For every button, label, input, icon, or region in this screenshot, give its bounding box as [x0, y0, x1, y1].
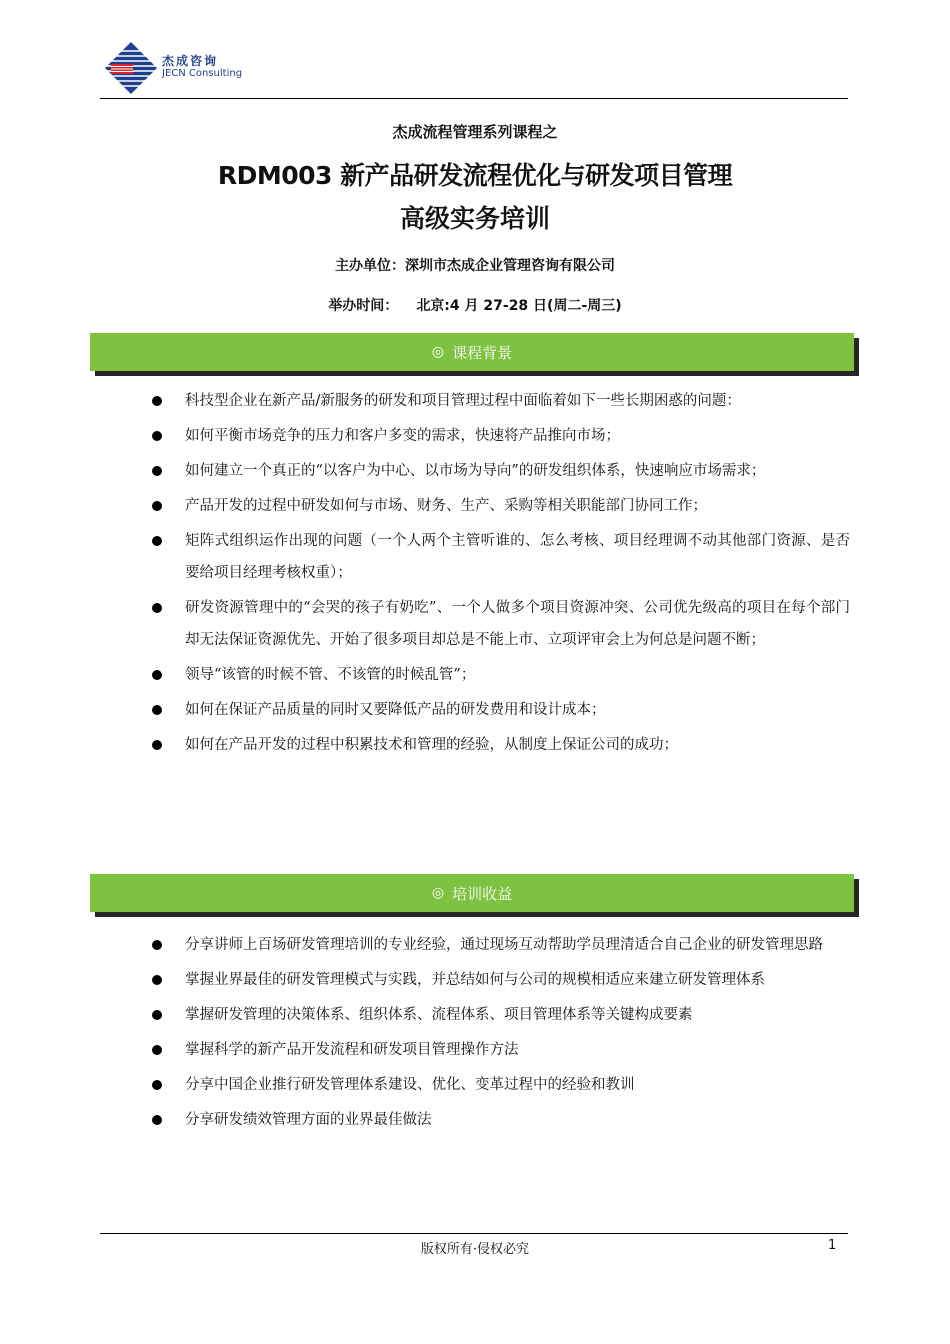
list-item: [150, 964, 850, 996]
bullet-icon: [152, 670, 162, 680]
list-item-text: 分享讲师上百场研发管理培训的专业经验，通过现场互动帮助学员理清适合自己企业的研发管理思路: [185, 937, 823, 953]
list-item-text: 掌握业界最佳的研发管理模式与实践，并总结如何与公司的规模相适应来建立研发管理体系: [185, 972, 765, 988]
list-item-text: 如何建立一个真正的“以客户为中心、以市场为导向”的研发组织体系，快速响应市场需求；: [185, 463, 766, 479]
list-item: [150, 1104, 850, 1136]
bullet-icon: [152, 705, 162, 715]
list-item: [150, 525, 850, 589]
section-heading: 课程背景: [452, 343, 513, 362]
logo-name-cn: 杰成咨询: [162, 54, 219, 68]
schedule-label: 举办时间：: [328, 298, 399, 314]
footer-divider: [100, 1233, 848, 1234]
list-item: [150, 592, 850, 656]
bullseye-icon: ◎: [431, 344, 445, 360]
bullet-icon: [152, 975, 162, 985]
list-item-text: 掌握研发管理的决策体系、组织体系、流程体系、项目管理体系等关键构成要素: [185, 1007, 693, 1023]
bullet-icon: [152, 536, 162, 546]
header-divider: [100, 98, 848, 99]
list-item-text: 如何在产品开发的过程中积累技术和管理的经验，从制度上保证公司的成功；: [185, 737, 678, 753]
section-header-background: [90, 333, 854, 371]
bullseye-icon: ◎: [431, 885, 445, 901]
bullet-icon: [152, 603, 162, 613]
list-item: [150, 729, 850, 761]
bullet-icon: [152, 396, 162, 406]
jecn-logo-icon: [103, 40, 159, 96]
section-header-benefits: [90, 874, 854, 912]
list-item-text: 如何在保证产品质量的同时又要降低产品的研发费用和设计成本；: [185, 702, 606, 718]
list-item: [150, 929, 850, 961]
list-item-text: 矩阵式组织运作出现的问题（一个人两个主管听谁的、怎么考核、项目经理调不动其他部门资源、是否要给项目经理考核权重）；: [185, 533, 850, 581]
list-item-text: 产品开发的过程中研发如何与市场、财务、生产、采购等相关职能部门协同工作；: [185, 498, 707, 514]
course-subtitle: 高级实务培训: [399, 204, 550, 233]
bullet-icon: [152, 1115, 162, 1125]
schedule-line: [0, 295, 950, 315]
list-item-text: 掌握科学的新产品开发流程和研发项目管理操作方法: [185, 1042, 519, 1058]
logo-text: [162, 54, 242, 80]
list-item-text: 科技型企业在新产品/新服务的研发和项目管理过程中面临着如下一些长期困惑的问题：: [185, 393, 741, 409]
bullet-icon: [152, 1080, 162, 1090]
bullet-icon: [152, 940, 162, 950]
schedule-value: 北京:4 月 27-28 日(周二-周三): [416, 298, 622, 314]
bullet-icon: [152, 1045, 162, 1055]
list-item: [150, 694, 850, 726]
list-item: [150, 1069, 850, 1101]
bullet-icon: [152, 466, 162, 476]
list-item: [150, 455, 850, 487]
list-item-text: 分享中国企业推行研发管理体系建设、优化、变革过程中的经验和教训: [185, 1077, 635, 1093]
list-item: [150, 420, 850, 452]
copyright-notice: 版权所有·侵权必究: [420, 1242, 530, 1257]
organizer-line: 主办单位：深圳市杰成企业管理咨询有限公司: [335, 258, 615, 274]
list-item-text: 分享研发绩效管理方面的业界最佳做法: [185, 1112, 432, 1128]
course-title: RDM003 新产品研发流程优化与研发项目管理: [217, 161, 733, 190]
list-item: [150, 490, 850, 522]
list-item-text: 领导“该管的时候不管、不该管的时候乱管”；: [185, 667, 476, 683]
background-list: [150, 385, 850, 764]
list-item: [150, 659, 850, 691]
bullet-icon: [152, 431, 162, 441]
bullet-icon: [152, 501, 162, 511]
list-item: [150, 385, 850, 417]
benefits-list: [150, 929, 850, 1139]
logo-name-en: JECN Consulting: [162, 68, 243, 79]
page-number: 1: [828, 1238, 837, 1253]
list-item-text: 如何平衡市场竞争的压力和客户多变的需求，快速将产品推向市场；: [185, 428, 620, 444]
list-item-text: 研发资源管理中的“会哭的孩子有奶吃”、一个人做多个项目资源冲突、公司优先级高的项目在每个部门却无法保证资源优先、开始了很多项目却总是不能上市、立项评审会上为何总是问题不断；: [185, 600, 850, 648]
list-item: [150, 1034, 850, 1066]
course-series: 杰成流程管理系列课程之: [392, 123, 558, 141]
list-item: [150, 999, 850, 1031]
bullet-icon: [152, 740, 162, 750]
section-heading: 培训收益: [452, 884, 513, 903]
bullet-icon: [152, 1010, 162, 1020]
